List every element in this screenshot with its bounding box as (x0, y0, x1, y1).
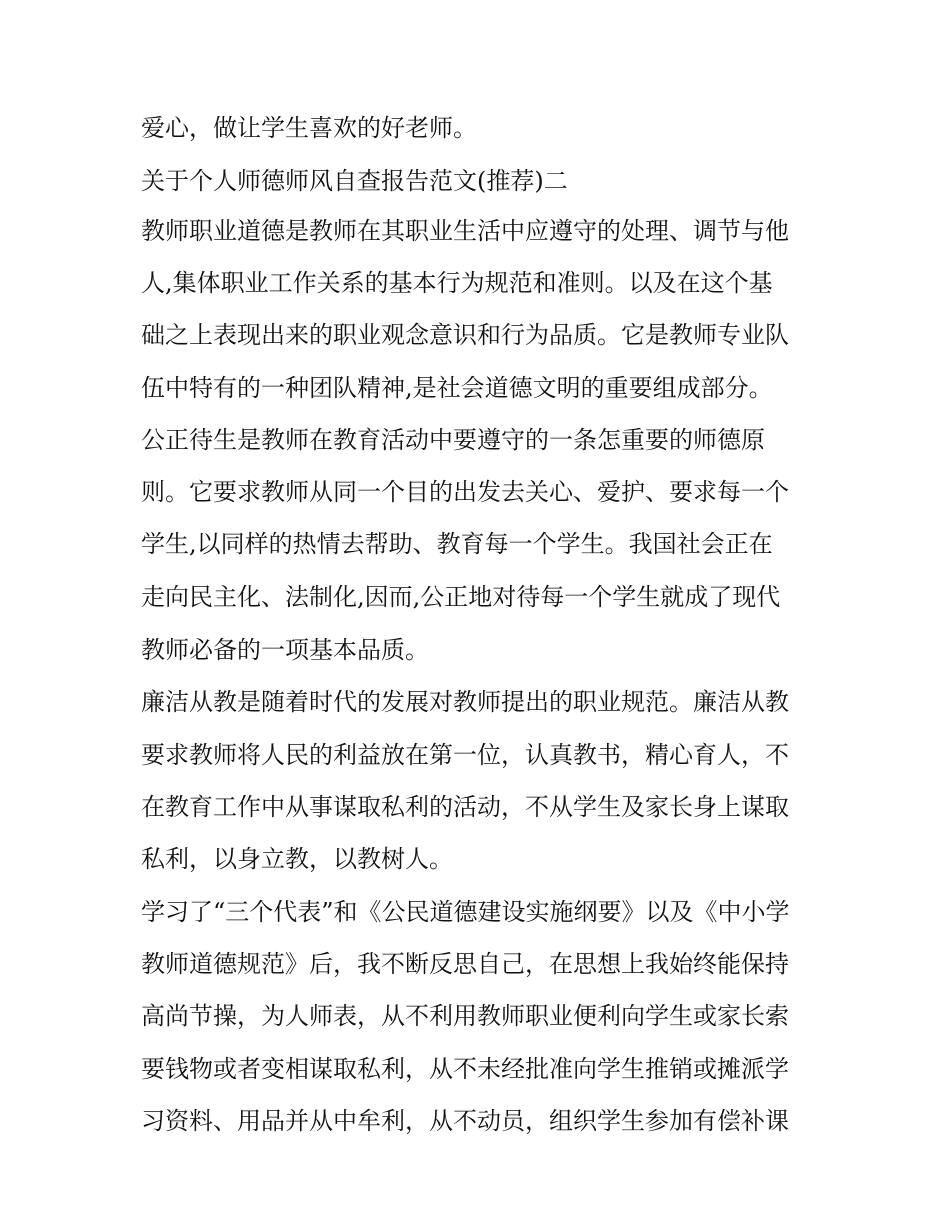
text-line: 要钱物或者变相谋取私利，从不未经批准向学生推销或摊派学 (141, 1055, 789, 1083)
text-line: 习资料、用品并从中牟利，从不动员，组织学生参加有偿补课 (141, 1107, 789, 1135)
text-line: 教师必备的一项基本品质。 (141, 636, 429, 664)
text-line: 教师道德规范》后，我不断反思自己，在思想上我始终能保持 (141, 950, 789, 978)
text-line: 础之上表现出来的职业观念意识和行为品质。它是教师专业队 (141, 321, 789, 349)
section-heading: 关于个人师德师风自查报告范文(推荐)二 (141, 167, 568, 195)
text-line: 人,集体职业工作关系的基本行为规范和准则。以及在这个基 (141, 269, 773, 297)
text-line: 私利，以身立教，以教树人。 (141, 845, 453, 873)
text-line: 学生,以同样的热情去帮助、教育每一个学生。我国社会正在 (141, 530, 773, 558)
text-line: 伍中特有的一种团队精神,是社会道德文明的重要组成部分。 (141, 374, 773, 402)
text-line: 在教育工作中从事谋取私利的活动，不从学生及家长身上谋取 (141, 793, 789, 821)
text-line: 爱心，做让学生喜欢的好老师。 (141, 114, 477, 142)
text-line: 走向民主化、法制化,因而,公正地对待每一个学生就成了现代 (141, 583, 781, 611)
text-line: 教师职业道德是教师在其职业生活中应遵守的处理、调节与他 (141, 217, 789, 245)
text-line: 则。它要求教师从同一个目的出发去关心、爱护、要求每一个 (141, 478, 789, 506)
text-line: 高尚节操，为人师表，从不利用教师职业便利向学生或家长索 (141, 1002, 789, 1030)
text-line: 要求教师将人民的利益放在第一位，认真教书，精心育人，不 (141, 741, 789, 769)
text-line: 学习了“三个代表”和《公民道德建设实施纲要》以及《中小学 (141, 898, 790, 926)
text-line: 廉洁从教是随着时代的发展对教师提出的职业规范。廉洁从教 (141, 688, 789, 716)
text-line: 公正待生是教师在教育活动中要遵守的一条怎重要的师德原 (141, 426, 765, 454)
